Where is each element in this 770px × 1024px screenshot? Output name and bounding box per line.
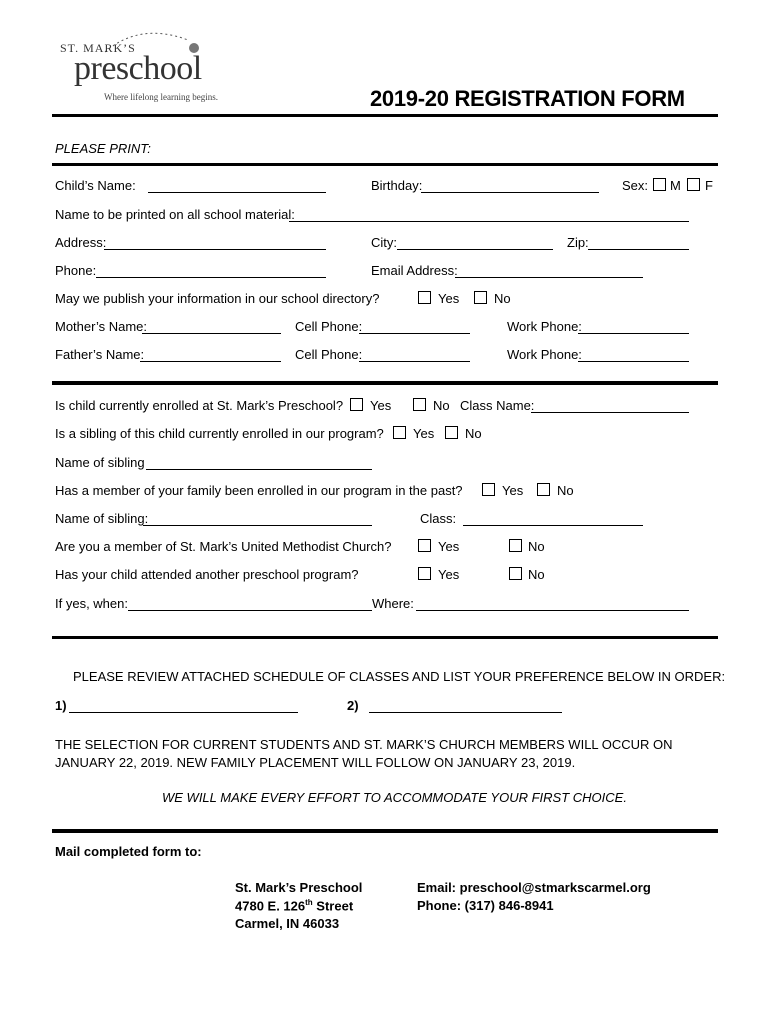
accommodate-note: WE WILL MAKE EVERY EFFORT TO ACCOMMODATE YOUR FIRST CHOICE. <box>162 790 627 805</box>
mail-city: Carmel, IN 46033 <box>235 916 340 931</box>
umc-no-label: No <box>528 539 545 554</box>
birthday-field[interactable] <box>421 179 599 193</box>
currently-enrolled-question: Is child currently enrolled at St. Mark’s Preschool? <box>55 398 344 413</box>
if-yes-when-label: If yes, when: <box>55 596 128 611</box>
other-preschool-yes-checkbox[interactable] <box>418 567 431 580</box>
class-name-field[interactable] <box>531 399 689 413</box>
father-work-field[interactable] <box>578 348 689 362</box>
divider <box>52 829 718 833</box>
preference-1-label: 1) <box>55 698 67 713</box>
divider <box>52 381 718 385</box>
umc-no-checkbox[interactable] <box>509 539 522 552</box>
divider <box>52 114 718 117</box>
zip-label: Zip: <box>567 235 589 250</box>
sex-m-checkbox[interactable] <box>653 178 666 191</box>
other-preschool-no-label: No <box>528 567 545 582</box>
publish-yes-checkbox[interactable] <box>418 291 431 304</box>
sibling-enrolled-question: Is a sibling of this child currently enrolled in our program? <box>55 426 384 441</box>
sibling-no-checkbox[interactable] <box>445 426 458 439</box>
name-printed-field[interactable] <box>289 208 689 222</box>
phone-field[interactable] <box>96 264 326 278</box>
email-field[interactable] <box>455 264 643 278</box>
divider <box>52 636 718 639</box>
mail-email: Email: preschool@stmarkscarmel.org <box>417 880 651 895</box>
preference-2-field[interactable] <box>369 699 562 713</box>
sibling-yes-checkbox[interactable] <box>393 426 406 439</box>
selection-note: THE SELECTION FOR CURRENT STUDENTS AND ST. MARK’S CHURCH MEMBERS WILL OCCUR ON JANUARY 22, 2019. NEW FAMILY PLACEMENT WILL FOLLOW ON JANUARY 23, 2019. <box>55 737 673 770</box>
family-past-no-checkbox[interactable] <box>537 483 550 496</box>
mother-work-label: Work Phone: <box>507 319 582 334</box>
umc-yes-label: Yes <box>438 539 460 554</box>
mother-cell-label: Cell Phone: <box>295 319 363 334</box>
preference-2-label: 2) <box>347 698 359 713</box>
sex-f-checkbox[interactable] <box>687 178 700 191</box>
mother-work-field[interactable] <box>578 320 689 334</box>
class-label: Class: <box>420 511 457 526</box>
enrolled-no-label: No <box>433 398 450 413</box>
mail-heading: Mail completed form to: <box>55 844 202 859</box>
where-label: Where: <box>372 596 414 611</box>
page-title: 2019-20 REGISTRATION FORM <box>370 86 685 111</box>
logo-main-text: preschool <box>74 50 202 87</box>
address-label: Address: <box>55 235 107 250</box>
sex-label: Sex: <box>622 178 649 193</box>
enrolled-no-checkbox[interactable] <box>413 398 426 411</box>
other-preschool-question: Has your child attended another preschool program? <box>55 567 359 582</box>
other-preschool-no-checkbox[interactable] <box>509 567 522 580</box>
preference-1-field[interactable] <box>69 699 298 713</box>
family-past-no-label: No <box>557 483 574 498</box>
sex-f-label: F <box>705 178 713 193</box>
family-past-yes-label: Yes <box>502 483 524 498</box>
birthday-label: Birthday: <box>371 178 423 193</box>
father-cell-label: Cell Phone: <box>295 347 363 362</box>
mother-cell-field[interactable] <box>359 320 470 334</box>
city-label: City: <box>371 235 397 250</box>
childs-name-label: Child’s Name: <box>55 178 136 193</box>
umc-member-question: Are you a member of St. Mark’s United Methodist Church? <box>55 539 392 554</box>
sibling-yes-label: Yes <box>413 426 435 441</box>
city-field[interactable] <box>397 236 553 250</box>
father-cell-field[interactable] <box>359 348 470 362</box>
sibling-name2-field[interactable] <box>143 512 372 526</box>
publish-yes-label: Yes <box>438 291 460 306</box>
mail-org: St. Mark’s Preschool <box>235 880 363 895</box>
publish-question: May we publish your information in our school directory? <box>55 291 380 306</box>
email-label: Email Address: <box>371 263 458 278</box>
logo-tagline: Where lifelong learning begins. <box>104 92 218 102</box>
name-printed-label: Name to be printed on all school material: <box>55 207 295 222</box>
family-past-question: Has a member of your family been enrolled in our program in the past? <box>55 483 463 498</box>
mother-name-label: Mother’s Name: <box>55 319 147 334</box>
if-yes-when-field[interactable] <box>128 597 372 611</box>
where-field[interactable] <box>416 597 689 611</box>
divider <box>52 163 718 166</box>
enrolled-yes-label: Yes <box>370 398 392 413</box>
address-field[interactable] <box>104 236 326 250</box>
sibling-name-label: Name of sibling <box>55 455 145 470</box>
logo-top-text: ST. MARK’S <box>60 41 136 55</box>
class-name-label: Class Name: <box>460 398 535 413</box>
schedule-instruction: PLEASE REVIEW ATTACHED SCHEDULE OF CLASSES AND LIST YOUR PREFERENCE BELOW IN ORDER: <box>73 669 726 684</box>
mail-phone: Phone: (317) 846-8941 <box>417 898 554 913</box>
father-work-label: Work Phone: <box>507 347 582 362</box>
father-name-field[interactable] <box>140 348 281 362</box>
zip-field[interactable] <box>588 236 689 250</box>
enrolled-yes-checkbox[interactable] <box>350 398 363 411</box>
publish-no-checkbox[interactable] <box>474 291 487 304</box>
sibling-no-label: No <box>465 426 482 441</box>
sibling-name-field[interactable] <box>146 456 372 470</box>
childs-name-field[interactable] <box>148 179 326 193</box>
mail-street: 4780 E. 126th Street <box>235 898 354 914</box>
please-print-label: PLEASE PRINT: <box>55 141 151 156</box>
class-field[interactable] <box>463 512 643 526</box>
sibling-name2-label: Name of sibling: <box>55 511 149 526</box>
sex-m-label: M <box>670 178 681 193</box>
phone-label: Phone: <box>55 263 97 278</box>
umc-yes-checkbox[interactable] <box>418 539 431 552</box>
mother-name-field[interactable] <box>142 320 281 334</box>
father-name-label: Father’s Name: <box>55 347 145 362</box>
family-past-yes-checkbox[interactable] <box>482 483 495 496</box>
other-preschool-yes-label: Yes <box>438 567 460 582</box>
publish-no-label: No <box>494 291 511 306</box>
